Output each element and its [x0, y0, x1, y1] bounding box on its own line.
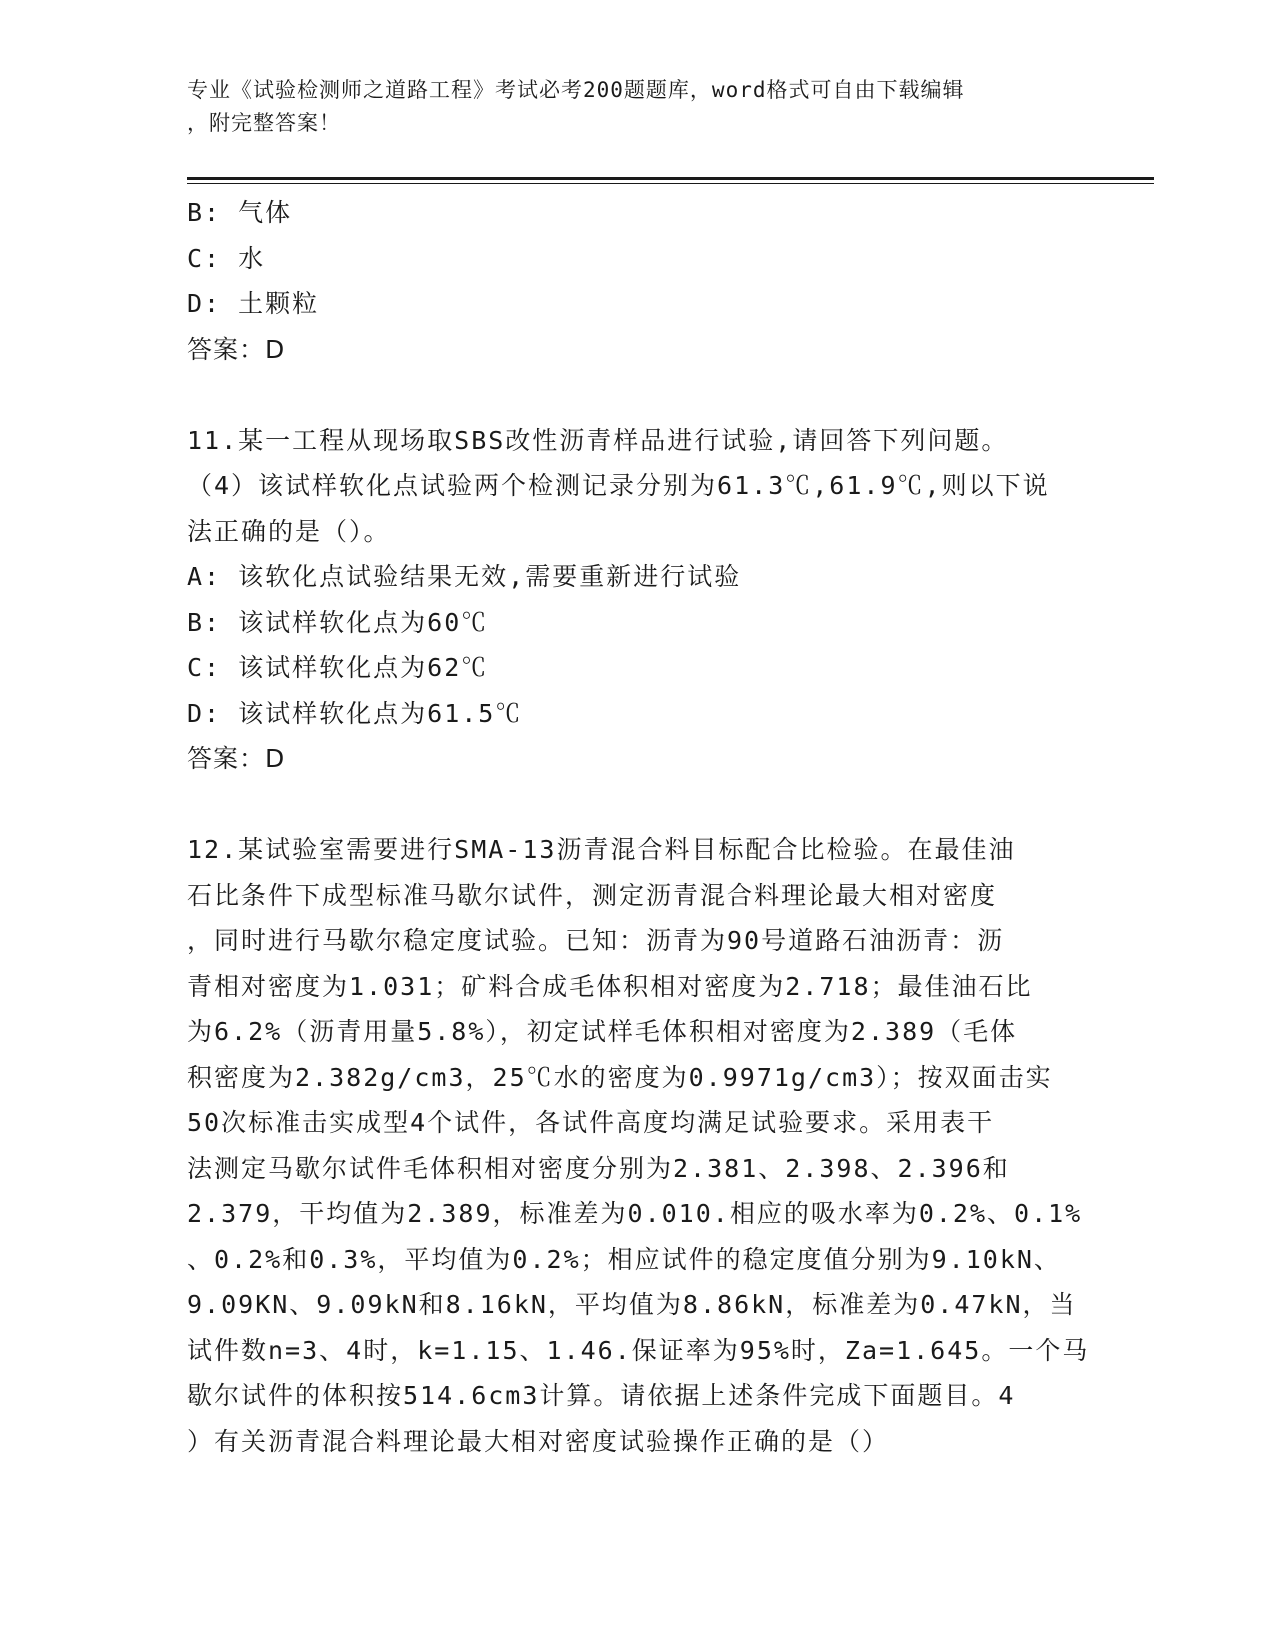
page-header — [187, 74, 1067, 140]
document-body — [187, 190, 1090, 1464]
header-title-line-2: ，附完整答案！ — [187, 111, 341, 135]
header-title-line-1: 专业《试验检测师之道路工程》考试必考200题题库，word格式可自由下载编辑 — [187, 78, 965, 102]
question-stem-line: 11.某一工程从现场取SBS改性沥青样品进行试验,请回答下列问题。 — [187, 425, 1009, 455]
option-b: B: 气体 — [187, 198, 293, 227]
question-stem-line: 石比条件下成型标准马歇尔试件，测定沥青混合料理论最大相对密度 — [187, 880, 998, 910]
question-stem-line: 12.某试验室需要进行SMA-13沥青混合料目标配合比检验。在最佳油 — [187, 835, 1016, 864]
question-stem-line: （4）该试样软化点试验两个检测记录分别为61.3℃,61.9℃,则以下说 — [187, 471, 1050, 500]
option-d: D: 该试样软化点为61.5℃ — [187, 698, 523, 728]
answer-line: 答案：D — [187, 744, 286, 773]
question-stem-line: 为6.2%（沥青用量5.8%），初定试样毛体积相对密度为2.389（毛体 — [187, 1017, 1018, 1046]
question-stem-line: 积密度为2.382g/cm3，25℃水的密度为0.9971g/cm3）；按双面击实 — [187, 1062, 1053, 1092]
question-stem-line: 法正确的是（）。 — [187, 516, 391, 546]
question-11 — [187, 418, 1087, 782]
question-stem-line: 歇尔试件的体积按514.6cm3计算。请依据上述条件完成下面题目。4 — [187, 1381, 1016, 1410]
question-stem-line: 试件数n=3、4时，k=1.15、1.46.保证率为95%时，Za=1.645。一个马 — [187, 1335, 1090, 1365]
question-stem-line: ）有关沥青混合料理论最大相对密度试验操作正确的是（） — [187, 1426, 890, 1456]
option-b: B: 该试样软化点为60℃ — [187, 607, 489, 637]
question-stem-line: 50次标准击实成型4个试件，各试件高度均满足试验要求。采用表干 — [187, 1108, 995, 1137]
spacer — [187, 372, 1087, 418]
question-10-fragment — [187, 190, 1087, 372]
spacer — [187, 782, 1087, 828]
question-stem-line: 9.09KN、9.09kN和8.16kN，平均值为8.86kN，标准差为0.47kN，当 — [187, 1290, 1077, 1319]
option-a: A: 该软化点试验结果无效,需要重新进行试验 — [187, 562, 742, 591]
answer-line: 答案：D — [187, 334, 286, 364]
header-divider-thick — [187, 177, 1154, 180]
option-c: C: 水 — [187, 243, 266, 273]
question-stem-line: 青相对密度为1.031；矿料合成毛体积相对密度为2.718；最佳油石比 — [187, 971, 1033, 1001]
question-stem-line: 2.379，干均值为2.389，标准差为0.010.相应的吸水率为0.2%、0.1% — [187, 1199, 1083, 1228]
question-stem-line: 法测定马歇尔试件毛体积相对密度分别为2.381、2.398、2.396和 — [187, 1153, 1010, 1183]
question-stem-line: 、0.2%和0.3%，平均值为0.2%；相应试件的稳定度值分别为9.10kN、 — [187, 1244, 1061, 1274]
question-stem-line: ，同时进行马歇尔稳定度试验。已知：沥青为90号道路石油沥青：沥 — [187, 926, 1005, 955]
option-c: C: 该试样软化点为62℃ — [187, 653, 489, 682]
option-d: D: 土颗粒 — [187, 289, 320, 318]
question-12 — [187, 827, 1090, 1464]
header-divider-thin — [187, 183, 1154, 184]
